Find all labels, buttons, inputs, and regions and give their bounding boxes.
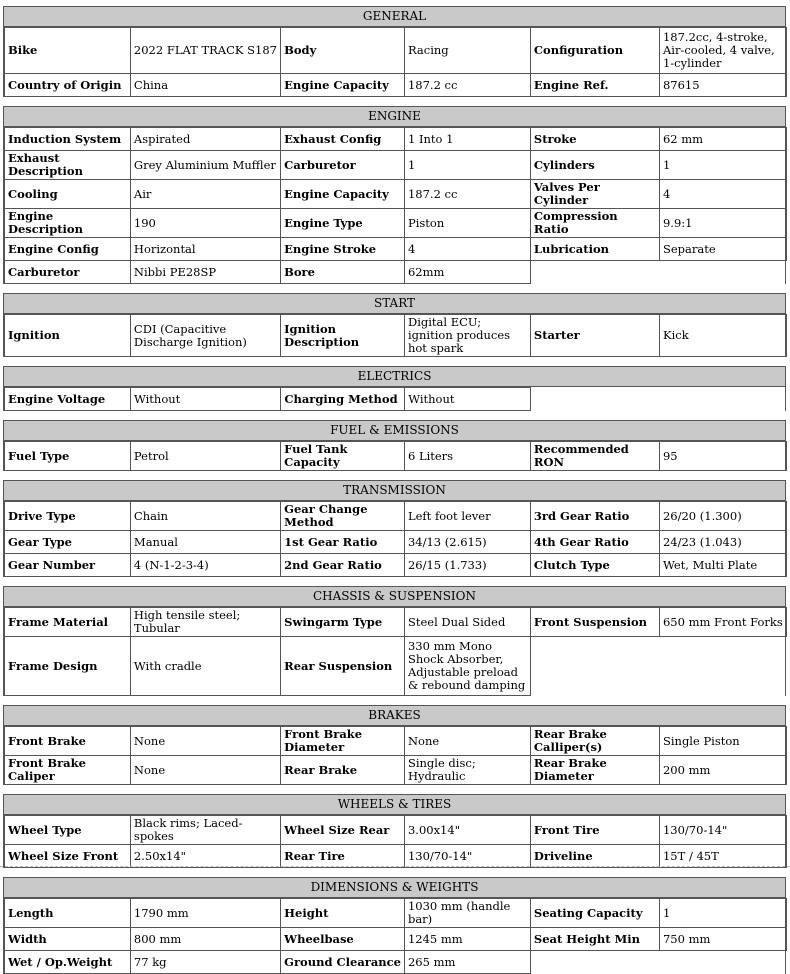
spec-value: 1 [659, 899, 786, 928]
spec-label: Recommended RON [530, 442, 659, 471]
spec-value: 24/23 (1.043) [659, 531, 786, 554]
empty-cell [531, 388, 660, 411]
spec-label: Height [281, 899, 405, 928]
spec-label: Configuration [530, 28, 659, 74]
spec-value: Chain [130, 502, 280, 531]
spec-label: Clutch Type [530, 554, 659, 577]
empty-cell [659, 951, 786, 974]
spec-value: 750 mm [659, 928, 786, 951]
section-gap [3, 577, 786, 586]
spec-row [5, 637, 787, 696]
spec-table [4, 607, 787, 696]
spec-label: Fuel Tank Capacity [281, 442, 405, 471]
spec-row [5, 28, 787, 74]
section-electrics [3, 366, 786, 411]
spec-label: Body [281, 28, 405, 74]
spec-table [4, 387, 787, 411]
spec-table [4, 501, 787, 577]
spec-label: Lubrication [530, 238, 659, 261]
spec-value: 187.2 cc [404, 180, 530, 209]
spec-row [5, 845, 787, 868]
spec-label: Starter [530, 315, 659, 357]
spec-sheet [3, 6, 786, 974]
spec-value: Petrol [130, 442, 280, 471]
spec-value: Digital ECU; ignition produces hot spark [404, 315, 530, 357]
spec-label: Front Brake Caliper [5, 756, 131, 785]
spec-value: 187.2 cc [404, 74, 530, 97]
empty-cell [659, 261, 786, 284]
spec-label: 2nd Gear Ratio [281, 554, 405, 577]
spec-table [4, 314, 787, 357]
spec-row [5, 727, 787, 756]
spec-label: Cylinders [530, 151, 659, 180]
section-wheels-tires [3, 794, 786, 868]
spec-value: Racing [404, 28, 530, 74]
spec-label: Width [5, 928, 131, 951]
spec-label: Valves Per Cylinder [530, 180, 659, 209]
spec-table [4, 27, 787, 97]
section-engine [3, 106, 786, 284]
section-transmission [3, 480, 786, 577]
spec-value: 1790 mm [130, 899, 280, 928]
section-heading: FUEL & EMISSIONS [4, 420, 785, 441]
section-gap [3, 785, 786, 794]
spec-row [5, 442, 787, 471]
spec-label: Wheel Type [5, 816, 131, 845]
spec-value: 200 mm [659, 756, 786, 785]
spec-label: Seat Height Min [530, 928, 659, 951]
spec-row [5, 554, 787, 577]
spec-value: Black rims; Laced-spokes [130, 816, 280, 845]
spec-table [4, 441, 787, 471]
spec-value: Wet, Multi Plate [659, 554, 786, 577]
section-gap [3, 411, 786, 420]
spec-value: 3.00x14" [404, 816, 530, 845]
spec-value: 62 mm [659, 128, 786, 151]
spec-row [5, 238, 787, 261]
spec-value: 2022 FLAT TRACK S187 [130, 28, 280, 74]
spec-label: Gear Number [5, 554, 131, 577]
section-start [3, 293, 786, 357]
empty-cell [660, 388, 787, 411]
spec-label: Exhaust Config [281, 128, 405, 151]
spec-value: 4 [404, 238, 530, 261]
spec-row [5, 756, 787, 785]
spec-value: Manual [130, 531, 280, 554]
spec-label: 3rd Gear Ratio [530, 502, 659, 531]
spec-value: None [130, 727, 280, 756]
spec-value: None [404, 727, 530, 756]
spec-label: Fuel Type [5, 442, 131, 471]
spec-label: Cooling [5, 180, 131, 209]
spec-value: 1 [404, 151, 530, 180]
section-gap [3, 284, 786, 293]
spec-label: Compression Ratio [530, 209, 659, 238]
spec-label: Wheelbase [281, 928, 405, 951]
section-heading: GENERAL [4, 6, 785, 27]
spec-label: Engine Stroke [281, 238, 405, 261]
spec-label: Ignition [5, 315, 131, 357]
spec-row [5, 209, 787, 238]
spec-label: Engine Config [5, 238, 131, 261]
spec-value: 1 Into 1 [404, 128, 530, 151]
spec-label: Rear Brake Diameter [530, 756, 659, 785]
spec-value: High tensile steel; Tubular [130, 608, 280, 637]
spec-value: Without [405, 388, 531, 411]
spec-label: Bike [5, 28, 131, 74]
spec-row [5, 261, 787, 284]
section-heading: DIMENSIONS & WEIGHTS [4, 877, 785, 898]
spec-label: Frame Design [5, 637, 131, 696]
spec-value: China [130, 74, 280, 97]
spec-label: Seating Capacity [530, 899, 659, 928]
spec-value: 650 mm Front Forks [659, 608, 786, 637]
spec-table [4, 898, 787, 974]
spec-label: Carburetor [5, 261, 131, 284]
spec-label: Engine Capacity [281, 74, 405, 97]
spec-value: Single disc; Hydraulic [404, 756, 530, 785]
spec-value: 9.9:1 [659, 209, 786, 238]
spec-value: 15T / 45T [659, 845, 786, 868]
section-general [3, 6, 786, 97]
spec-label: Rear Brake [281, 756, 405, 785]
spec-label: Gear Change Method [281, 502, 405, 531]
spec-value: With cradle [130, 637, 280, 696]
spec-row [5, 128, 787, 151]
empty-cell [530, 951, 659, 974]
spec-value: Piston [404, 209, 530, 238]
spec-value: 187.2cc, 4-stroke, Air-cooled, 4 valve, 1-cylinder [659, 28, 786, 74]
spec-row [5, 151, 787, 180]
spec-value: 130/70-14" [404, 845, 530, 868]
spec-label: Ground Clearance [281, 951, 405, 974]
spec-value: Horizontal [130, 238, 280, 261]
spec-label: Front Brake Diameter [281, 727, 405, 756]
spec-label: Wet / Op.Weight [5, 951, 131, 974]
spec-value: 95 [659, 442, 786, 471]
spec-row [5, 388, 788, 411]
spec-label: Engine Type [281, 209, 405, 238]
spec-label: Bore [281, 261, 405, 284]
spec-value: 6 Liters [404, 442, 530, 471]
spec-value: 330 mm Mono Shock Absorber, Adjustable preload & rebound damping [404, 637, 530, 696]
spec-row [5, 899, 787, 928]
section-heading: CHASSIS & SUSPENSION [4, 586, 785, 607]
spec-label: 1st Gear Ratio [281, 531, 405, 554]
spec-value: 87615 [659, 74, 786, 97]
section-gap [3, 97, 786, 106]
spec-value: None [130, 756, 280, 785]
spec-row [5, 315, 787, 357]
spec-label: Rear Tire [281, 845, 405, 868]
spec-value: 2.50x14" [130, 845, 280, 868]
section-gap [3, 357, 786, 366]
spec-label: Rear Brake Calliper(s) [530, 727, 659, 756]
spec-table [4, 815, 787, 868]
spec-row [5, 180, 787, 209]
spec-label: Wheel Size Front [5, 845, 131, 868]
spec-value: Aspirated [130, 128, 280, 151]
spec-table [4, 726, 787, 785]
spec-value: Steel Dual Sided [404, 608, 530, 637]
spec-label: 4th Gear Ratio [530, 531, 659, 554]
spec-label: Charging Method [281, 388, 405, 411]
spec-label: Engine Ref. [530, 74, 659, 97]
page-edge [0, 866, 790, 871]
spec-label: Carburetor [281, 151, 405, 180]
section-gap [3, 471, 786, 480]
spec-label: Induction System [5, 128, 131, 151]
spec-value: Air [130, 180, 280, 209]
empty-cell [659, 637, 786, 696]
spec-label: Stroke [530, 128, 659, 151]
spec-row [5, 928, 787, 951]
spec-label: Swingarm Type [281, 608, 405, 637]
spec-label: Ignition Description [281, 315, 405, 357]
spec-value: 4 [659, 180, 786, 209]
spec-value: 1030 mm (handle bar) [404, 899, 530, 928]
spec-value: 34/13 (2.615) [404, 531, 530, 554]
empty-cell [530, 261, 659, 284]
spec-value: Grey Aluminium Muffler [130, 151, 280, 180]
spec-row [5, 531, 787, 554]
spec-label: Front Suspension [530, 608, 659, 637]
section-heading: START [4, 293, 785, 314]
section-gap [3, 696, 786, 705]
section-heading: WHEELS & TIRES [4, 794, 785, 815]
spec-value: 77 kg [130, 951, 280, 974]
spec-row [5, 816, 787, 845]
spec-label: Engine Description [5, 209, 131, 238]
spec-value: 1 [659, 151, 786, 180]
spec-row [5, 74, 787, 97]
section-dimensions-weights [3, 877, 786, 974]
spec-label: Frame Material [5, 608, 131, 637]
spec-label: Gear Type [5, 531, 131, 554]
spec-label: Country of Origin [5, 74, 131, 97]
spec-value: Without [131, 388, 281, 411]
spec-value: Left foot lever [404, 502, 530, 531]
spec-row [5, 951, 787, 974]
spec-value: CDI (Capacitive Discharge Ignition) [130, 315, 280, 357]
spec-value: 4 (N-1-2-3-4) [130, 554, 280, 577]
section-heading: ENGINE [4, 106, 785, 127]
section-brakes [3, 705, 786, 785]
spec-value: 26/20 (1.300) [659, 502, 786, 531]
spec-value: Kick [659, 315, 786, 357]
spec-row [5, 502, 787, 531]
spec-label: Length [5, 899, 131, 928]
section-heading: ELECTRICS [4, 366, 785, 387]
section-heading: BRAKES [4, 705, 785, 726]
spec-label: Rear Suspension [281, 637, 405, 696]
spec-value: 130/70-14" [659, 816, 786, 845]
section-heading: TRANSMISSION [4, 480, 785, 501]
spec-value: 26/15 (1.733) [404, 554, 530, 577]
section-fuel-emissions [3, 420, 786, 471]
spec-table [4, 127, 787, 284]
spec-value: 62mm [404, 261, 530, 284]
spec-value: Separate [659, 238, 786, 261]
spec-row [5, 608, 787, 637]
spec-label: Engine Voltage [5, 388, 131, 411]
empty-cell [530, 637, 659, 696]
spec-label: Front Brake [5, 727, 131, 756]
spec-label: Engine Capacity [281, 180, 405, 209]
spec-label: Exhaust Description [5, 151, 131, 180]
spec-value: Nibbi PE28SP [130, 261, 280, 284]
spec-value: 265 mm [404, 951, 530, 974]
spec-label: Driveline [530, 845, 659, 868]
spec-value: 800 mm [130, 928, 280, 951]
section-chassis-suspension [3, 586, 786, 696]
spec-label: Front Tire [530, 816, 659, 845]
spec-label: Wheel Size Rear [281, 816, 405, 845]
spec-value: 1245 mm [404, 928, 530, 951]
spec-value: 190 [130, 209, 280, 238]
spec-value: Single Piston [659, 727, 786, 756]
spec-label: Drive Type [5, 502, 131, 531]
